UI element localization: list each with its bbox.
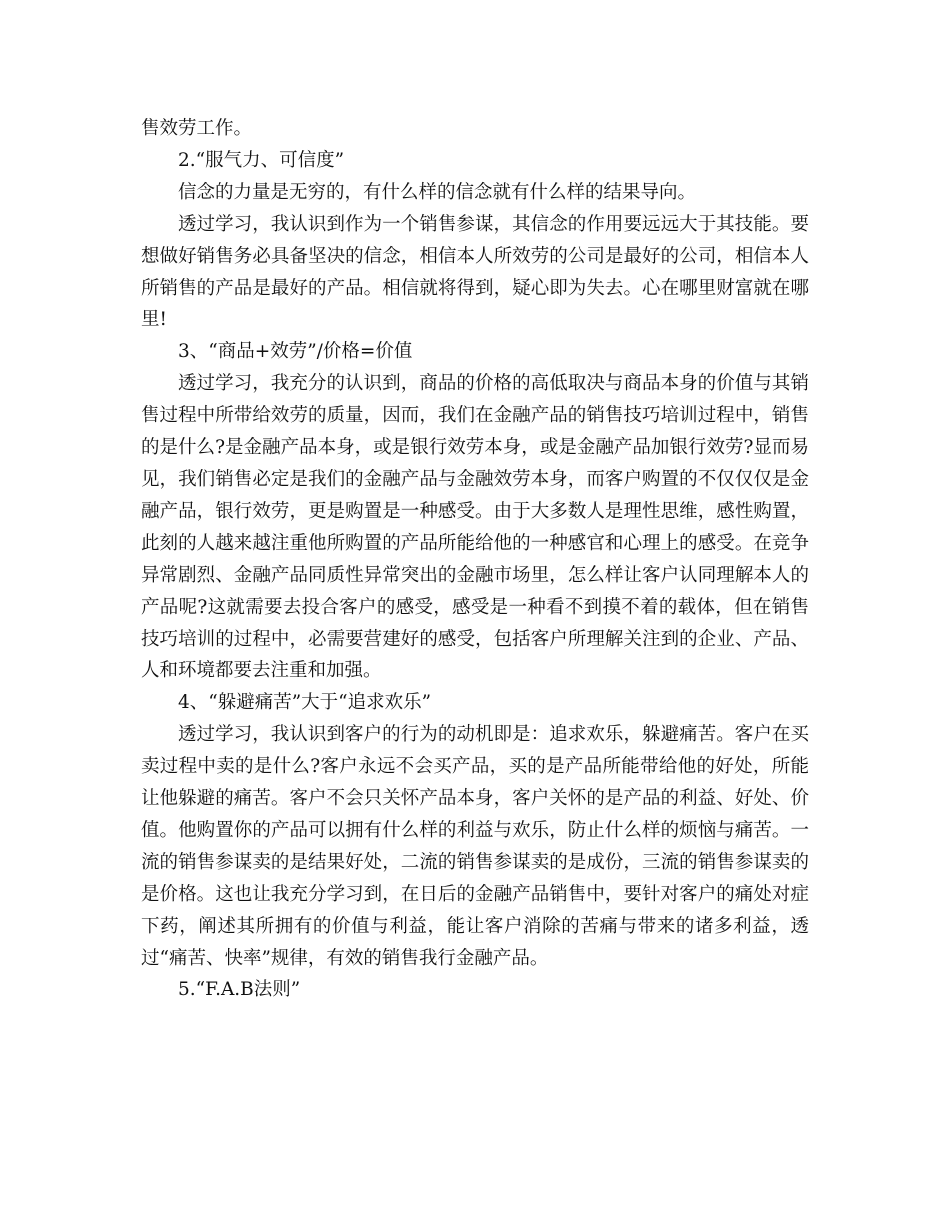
document-body xyxy=(141,113,809,1006)
section-heading-4: 4、“躲避痛苦”大于“追求欢乐” xyxy=(178,692,432,714)
section-heading-2: 2.“服气力、可信度” xyxy=(178,149,345,171)
section-heading-3: 3、“商品+效劳”/价格=价值 xyxy=(178,341,413,363)
paragraph: 信念的力量是无穷的，有什么样的信念就有什么样的结果导向。 xyxy=(178,181,697,203)
paragraph: 透过学习，我充分的认识到，商品的价格的高低取决与商品本身的价值与其销售过程中所带给效劳的质量，因而，我们在金融产品的销售技巧培训过程中，销售的是什么?是金融产品本身，或是银行效劳本身，或是金融产品加银行效劳?显而易见，我们销售必定是我们的金融产品与金融效劳本身，而客户购置的不仅仅仅是金融产品，银行效劳，更是购置是一种感受。由于大多数人是理性思维，感性购置，此刻的人越来越注重他所购置的产品所能给他的一种感官和心理上的感受。在竞争异常剧烈、金融产品同质性异常突出的金融市场里，怎么样让客户认同理解本人的产品呢?这就需要去投合客户的感受，感受是一种看不到摸不着的载体，但在销售技巧培训的过程中，必需要营建好的感受，包括客户所理解关注到的企业、产品、人和环境都要去注重和加强。 xyxy=(141,373,809,682)
paragraph: 透过学习，我认识到作为一个销售参谋，其信念的作用要远远大于其技能。要想做好销售务必具备坚决的信念，相信本人所效劳的公司是最好的公司，相信本人所销售的产品是最好的产品。相信就将得到，疑心即为失去。心在哪里财富就在哪里! xyxy=(141,213,809,331)
paragraph: 透过学习，我认识到客户的行为的动机即是：追求欢乐，躲避痛苦。客户在买卖过程中卖的是什么?客户永远不会买产品，买的是产品所能带给他的好处，所能让他躲避的痛苦。客户不会只关怀产品本身，客户关怀的是产品的利益、好处、价值。他购置你的产品可以拥有什么样的利益与欢乐，防止什么样的烦恼与痛苦。一流的销售参谋卖的是结果好处，二流的销售参谋卖的是成份，三流的销售参谋卖的是价格。这也让我充分学习到，在日后的金融产品销售中，要针对客户的痛处对症下药，阐述其所拥有的价值与利益，能让客户消除的苦痛与带来的诸多利益，透过“痛苦、快率”规律，有效的销售我行金融产品。 xyxy=(141,724,809,969)
paragraph-continuation: 售效劳工作。 xyxy=(141,118,253,139)
section-heading-5: 5.“F.A.B法则” xyxy=(178,979,301,1001)
